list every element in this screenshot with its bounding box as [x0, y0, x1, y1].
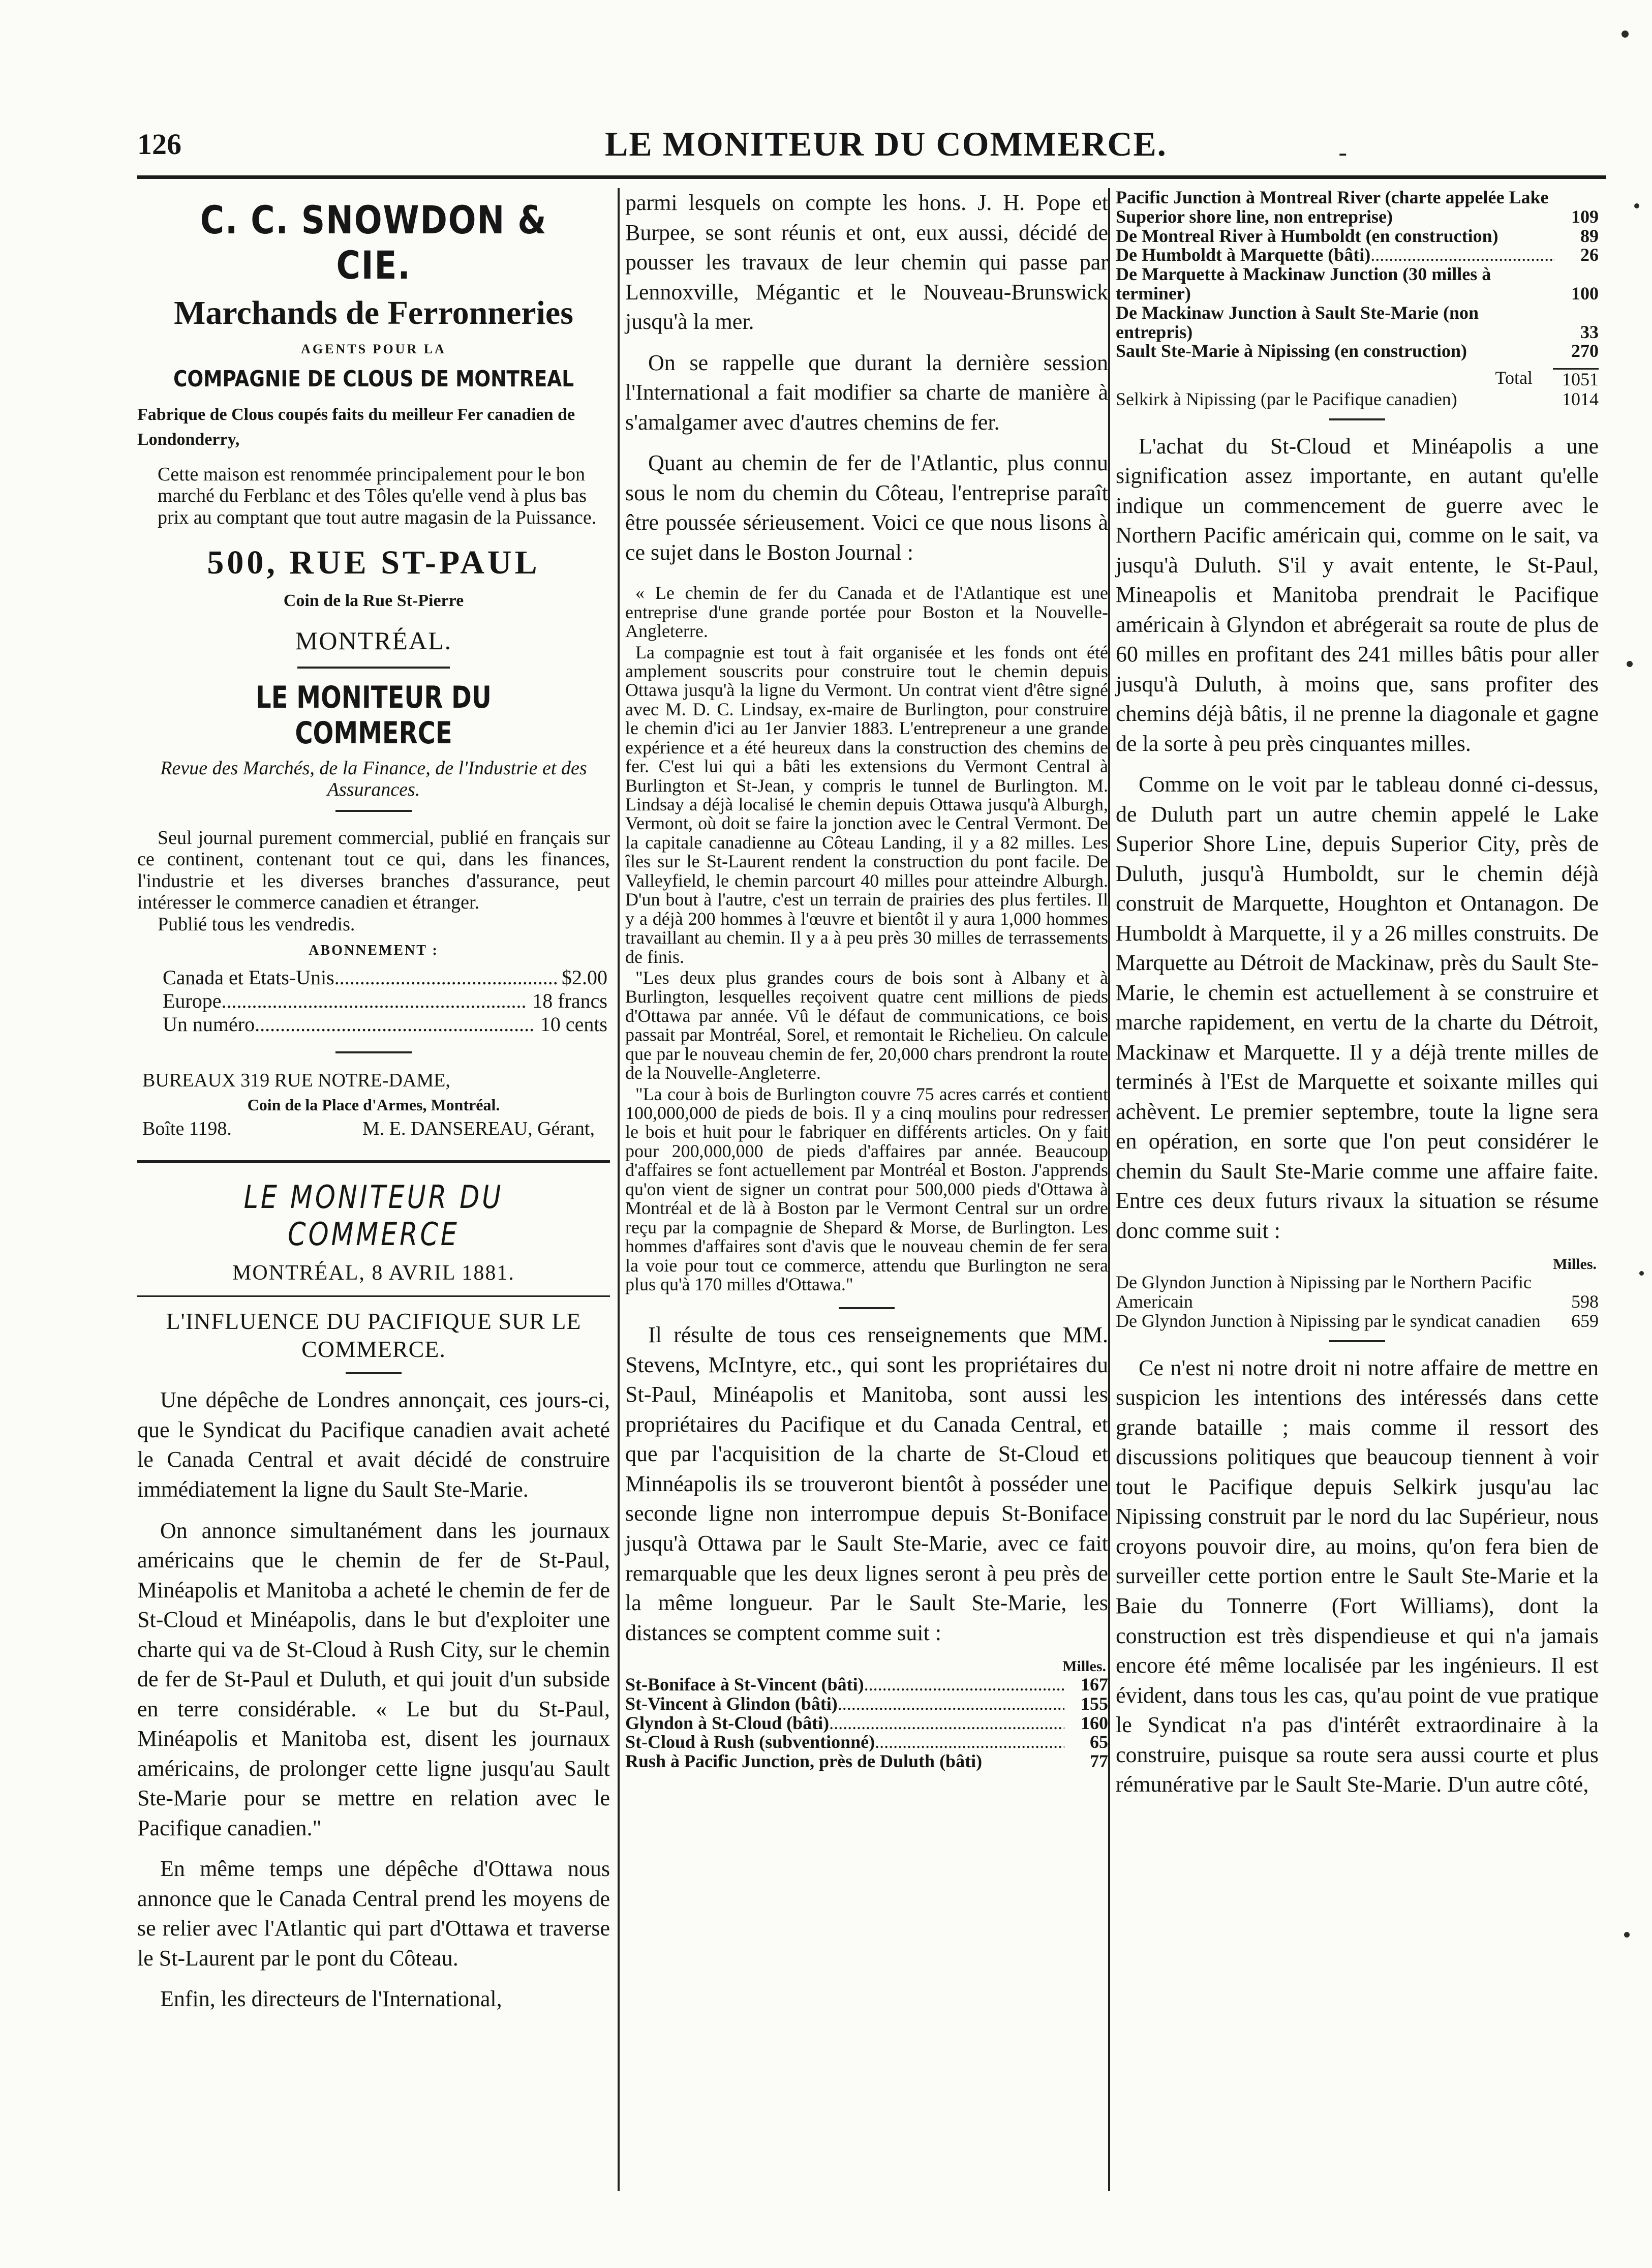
dateline: MONTRÉAL, 8 AVRIL 1881.: [232, 1261, 515, 1285]
print-speck: [1634, 203, 1639, 208]
distance-row: De Marquette à Mackinaw Junction (30 milles à terminer) 100: [1116, 265, 1599, 304]
masthead-rule: [137, 1160, 610, 1163]
distance-row: St-Boniface à St-Vincent (bâti) ..... 167: [625, 1675, 1108, 1695]
column-rule-2: [1108, 188, 1110, 2191]
column-1: [137, 188, 610, 2014]
article-paragraph: Il résulte de tous ces renseignements que MM. Stevens, McIntyre, etc., qui sont les propriétaires du St-Paul, Minéapolis et Manitoba, sont aussi les propriétaires du Pacifique et du Canada Central, et que par l'acquisition de la charte de St-Cloud et Minnéapolis ils se trouveront bientôt à posséder une seconde ligne non interrompue depuis St-Boniface jusqu'à Ottawa par le Sault Ste-Marie, avec ce fait remarquable que les deux lignes seront à peu près de la même longueur. Par le Sault Ste-Marie, les distances se comptent comme suit :: [625, 1322, 1108, 1645]
price-row: Un numéro ..... 10 cents: [163, 1013, 607, 1036]
masthead-title: LE MONITEUR DU COMMERCE: [243, 1178, 504, 1253]
article-paragraph: parmi lesquels on compte les hons. J. H. Pope et Burpee, se sont réunis et ont, eux aussi, décidé de pousser les travaux de leur chemin qui passe par Lennoxville, Mégantic et le Nouveau-Brunswick jusqu'à la mer.: [625, 190, 1108, 335]
column-2: [625, 188, 1108, 1771]
distance-row: St-Cloud à Rush (subventionné) ..... 65: [625, 1733, 1108, 1752]
column-3: [1116, 188, 1599, 1800]
divider: [335, 1051, 412, 1053]
office-address: BUREAUX 319 RUE NOTRE-DAME,: [142, 1069, 450, 1091]
distance-row: De Humboldt à Marquette (bâti) ..... 26: [1116, 246, 1599, 265]
advert-corner: Coin de la Rue St-Pierre: [283, 591, 464, 611]
print-speck: [1624, 1932, 1630, 1938]
article-paragraph: Ce n'est ni notre droit ni notre affaire de mettre en suspicion les intentions des intéressés dans cette grande bataille ; mais comme il ressort des discussions politiques que beaucoup tiennent à voir tout le Pacifique depuis Selkirk jusqu'au lac Nipissing construit par le nord du lac Supérieur, nous croyons pouvoir dire, au moins, qu'on fera bien de surveiller cette portion entre le Sault Ste-Marie et la Baie du Tonnerre (Fort Williams), dont la construction est très dispendieuse et qui n'a jamais encore été même localisée par les ingénieurs. Il est évident, dans tous les cas, qu'au point de vue pratique le Syndicat n'a pas d'intérêt extraordinaire à la construire, puisque sa route sera aussi courte et plus rémunérative par le Sault Ste-Marie. D'un autre côté,: [1116, 1355, 1599, 1797]
moniteur-advert-subtitle: Revue des Marchés, de la Finance, de l'Industrie et des Assurances.: [160, 758, 587, 801]
print-speck: [1639, 1271, 1644, 1276]
article-paragraph: Enfin, les directeurs de l'International,: [160, 1986, 502, 2012]
running-title: LE MONITEUR DU COMMERCE.: [605, 125, 1167, 163]
quote-paragraph: "La cour à bois de Burlington couvre 75 acres carrés et contient 100,000,000 de pieds de bois. Il y a cinq moulins pour redresser le bois et huit pour le fabriquer en différents articles. On y fait pour 200,000,000 de pieds d'affaires par année. Beaucoup d'affaires se font actuellement par Montréal et Boston. J'apprends qu'on vient de signer un contrat pour 500,000 pieds d'Ottawa à Montréal et de là à Boston par le Vermont Central sur un ordre reçu par la compagnie de Shepard & Morse, de Burlington. Les hommes d'affaires sont d'avis que le nouveau chemin de fer sera la voie pour tout ce commerce, attendu que Burlington ne sera plus qu'à 170 milles d'Ottawa.": [625, 1083, 1108, 1294]
distance-row: Pacific Junction à Montreal River (charte appelée Lake Superior shore line, non entreprise) 109: [1116, 188, 1599, 227]
column-rule-1: [618, 188, 620, 2191]
distance-table: [625, 1675, 1108, 1771]
print-speck: [1627, 661, 1633, 667]
quote-paragraph: La compagnie est tout à fait organisée et les fonds ont été amplement souscrits pour construire tout le chemin depuis Ottawa jusqu'à la ligne du Vermont. Un contrat vient d'être signé avec M. D. C. Lindsay, ex-maire de Burlington, pour construire le chemin d'ici au 1er Janvier 1883. L'entrepreneur a une grande expérience et a été heureux dans la construction des chemins de fer. C'est lui qui a bâti les extensions du Vermont Central à Burlington et St-Jean, y compris le tunnel de Burlington. M. Lindsay a déjà localisé le chemin depuis Ottawa jusqu'à Alburgh, Vermont, où doit se faire la jonction avec le Central Vermont. De la capitale canadienne au Côteau Landing, il y a 82 milles. Les îles sur le St-Laurent rendent la construction du pont facile. De Valleyfield, le chemin parcourt 40 milles pour atteindre Alburgh. D'un bout à l'autre, c'est un terrain de prairies des plus fertiles. Il y a déjà 200 hommes à l'œuvre et bientôt il y aura 1,000 hommes travaillant au chemin. Il y a à peu près 30 milles de terrassements de finis.: [625, 642, 1108, 967]
article-title: L'INFLUENCE DU PACIFIQUE SUR LE COMMERCE.: [166, 1308, 582, 1363]
moniteur-advert-title: LE MONITEUR DU COMMERCE: [256, 680, 492, 751]
distance-row: St-Vincent à Glindon (bâti) ..... 155: [625, 1695, 1108, 1714]
miles-heading: Milles.: [1553, 1256, 1597, 1273]
advert-client-company: COMPAGNIE DE CLOUS DE MONTREAL: [173, 366, 574, 392]
article-paragraph: Une dépêche de Londres annonçait, ces jours-ci, que le Syndicat du Pacifique canadien avait acheté le Canada Central et avait décidé de construire immédiatement la ligne du Sault Ste-Marie.: [137, 1387, 610, 1502]
price-list: [137, 966, 610, 1036]
header-rule: [137, 175, 1606, 179]
office-box: Boîte 1198.: [142, 1118, 232, 1140]
moniteur-advert-text: Seul journal purement commercial, publié en français sur ce continent, contenant tout ce qui, dans les finances, l'industrie et les diverses branches d'assurance, peut intéresser le commerce canadien et étranger.: [137, 827, 610, 914]
divider: [839, 1307, 895, 1309]
article-paragraph: L'achat du St-Cloud et Minéapolis a une signification assez importante, en autant qu'elle indique un commencement de guerre avec le Northern Pacific américain qui, comme on le sait, va jusqu'à Duluth. S'il y avait entente, le St-Paul, Mineapolis et Manitoba prendrait le Pacifique américain à Glyndon et abrégerait sa route de plus de 60 milles en profitant des 241 milles bâtis pour aller jusqu'à Duluth, à moins que, sans profiter des chemins déjà bâtis, il ne prenne la diagonale et gagne de la sorte à peu près cinquantes milles.: [1116, 433, 1599, 756]
article-paragraph: On annonce simultanément dans les journaux américains que le chemin de fer de St-Paul, Minéapolis et Manitoba a acheté le chemin de fer de St-Cloud et Minéapolis, dans le but d'exploiter une charte qui va de St-Cloud à Rush City, sur le chemin de fer de St-Paul et Duluth, et qui jouit d'un subside en terre considérable. « Le but du St-Paul, Minéapolis et Manitoba est, disent les journaux américains, de prolonger cette ligne jusqu'au Sault Ste-Marie pour se mettre en relation avec le Pacifique canadien.": [137, 1518, 610, 1840]
comparison-table: [1116, 1273, 1599, 1330]
header-mark: -: [1338, 138, 1347, 166]
distance-row: Glyndon à St-Cloud (bâti) ..... 160: [625, 1714, 1108, 1733]
distance-row: De Mackinaw Junction à Sault Ste-Marie (non entrepris) 33: [1116, 303, 1599, 342]
office-manager-row: [137, 1117, 610, 1140]
advert-trade: Marchands de Ferronneries: [174, 294, 573, 331]
page-header: [137, 122, 1591, 168]
advert-city: MONTRÉAL.: [295, 626, 452, 655]
distance-table-continued: [1116, 188, 1599, 409]
print-speck: [1622, 31, 1629, 38]
quote-paragraph: "Les deux plus grandes cours de bois sont à Albany et à Burlington, lesquelles reçoivent quatre cent millions de pieds d'Ottawa par année. Vû le défaut de communications, ce bois passait par Montréal, Sorel, et remontait le Richelieu. On calcule que par le nouveau chemin de fer, 20,000 chars prendront la route de la Nouvelle-Angleterre.: [625, 967, 1108, 1083]
page-number: 126: [137, 128, 181, 161]
divider: [346, 1372, 402, 1374]
comparison-row: De Glyndon Junction à Nipissing par le syndicat canadien 659: [1116, 1311, 1599, 1332]
advert-fabrique: Fabrique de Clous coupés faits du meilleur Fer canadien de Londonderry,: [137, 405, 575, 449]
selkirk-row: Selkirk à Nipissing (par le Pacifique canadien) 1014: [1116, 388, 1599, 409]
subscription-heading: ABONNEMENT :: [309, 942, 439, 958]
moniteur-published: Publié tous les vendredis.: [158, 914, 355, 935]
divider: [137, 1295, 610, 1297]
distance-row: De Montreal River à Humboldt (en construction) 89: [1116, 225, 1599, 246]
total-row: Total 1051: [1495, 368, 1599, 390]
divider: [335, 810, 412, 812]
divider: [297, 667, 450, 669]
divider: [1329, 418, 1385, 420]
price-row: Europe ..... 18 francs: [163, 989, 607, 1013]
office-place: Coin de la Place d'Armes, Montréal.: [247, 1096, 500, 1114]
quote-paragraph: « Le chemin de fer du Canada et de l'Atlantique est une entreprise d'une grande portée pour Boston et la Nouvelle-Angleterre.: [625, 583, 1108, 642]
distance-row: Sault Ste-Marie à Nipissing (en construction) 270: [1116, 341, 1599, 361]
divider: [1329, 1340, 1385, 1342]
comparison-row: De Glyndon Junction à Nipissing par le Northern Pacific Americain 598: [1116, 1273, 1599, 1312]
article-paragraph: On se rappelle que durant la dernière session l'International a fait modifier sa charte de manière à s'amalgamer avec d'autres chemins de fer.: [625, 350, 1108, 435]
article-paragraph: Comme on le voit par le tableau donné ci-dessus, de Duluth part un autre chemin appelé le Lake Superior Shore Line, depuis Superior City, près de Duluth, jusqu'à Humboldt, sur le chemin déjà construit de Marquette, Houghton et Ontanagon. De Humboldt à Marquette, il y a 26 milles construits. De Marquette au Détroit de Mackinaw, près du Sault Ste-Marie, le chemin est actuellement à se construire et marche rapidement, en vertu de la charte du Détroit, Mackinaw et Marquette. Il y a déjà trente milles de terminés à l'Est de Marquette et soixante milles qui achèvent. Le premier septembre, toute la ligne sera en opération, en sorte que l'on peut considérer le chemin du Sault Ste-Marie comme une affaire faite. Entre ces deux futurs rivaux la situation se résume donc comme suit :: [1116, 772, 1599, 1243]
article-paragraph: En même temps une dépêche d'Ottawa nous annonce que le Canada Central prend les moyens de se relier avec l'Atlantic qui part d'Ottawa et traverse le St-Laurent par le pont du Côteau.: [137, 1856, 610, 1971]
advert-company-name: C. C. SNOWDON & CIE.: [200, 197, 547, 288]
miles-heading: Milles.: [1062, 1658, 1106, 1675]
article-paragraph: Quant au chemin de fer de l'Atlantic, plus connu sous le nom du chemin du Côteau, l'entreprise paraît être poussée sérieusement. Voici ce que nous lisons à ce sujet dans le Boston Journal :: [625, 450, 1108, 565]
distance-row: Rush à Pacific Junction, près de Duluth (bâti) 77: [625, 1751, 1108, 1772]
office-manager: M. E. DANSEREAU, Gérant,: [362, 1118, 595, 1140]
advert-description: Cette maison est renommée principalement pour le bon marché du Ferblanc et des Tôles qu'elle vend à plus bas prix au comptant que tout autre magasin de la Puissance.: [158, 463, 597, 528]
price-row: Canada et Etats-Unis ..... $2.00: [163, 966, 607, 989]
advert-address: 500, RUE ST-PAUL: [207, 544, 540, 582]
advert-agents: AGENTS POUR LA: [301, 342, 446, 356]
